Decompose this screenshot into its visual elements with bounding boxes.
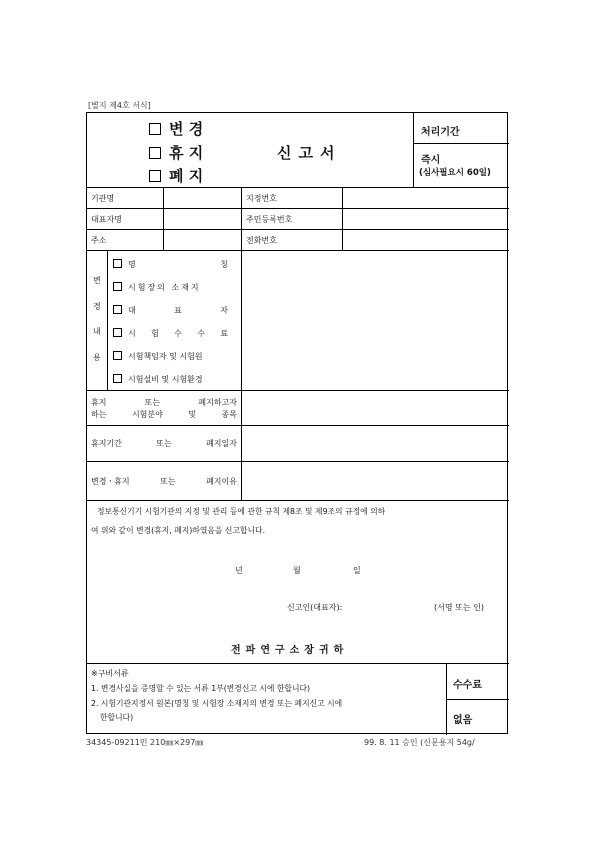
side-label-4: 용 bbox=[93, 353, 101, 362]
resident-no-label: 주민등록번호 bbox=[246, 215, 293, 224]
docs-item2-line1: 2. 시험기관지정서 원본(명칭 및 시험장 소재지의 변경 또는 폐지신고 시에 bbox=[91, 699, 343, 708]
checkbox[interactable] bbox=[113, 328, 122, 337]
signature-label: (서명 또는 인) bbox=[434, 603, 484, 612]
change-item-facility[interactable]: 시험설비 및 시험환경 bbox=[113, 374, 203, 385]
option-change[interactable]: 변 경 bbox=[149, 118, 241, 139]
processing-value: 즉시 bbox=[421, 155, 441, 166]
docs-heading: ※구비서류 bbox=[91, 669, 129, 678]
reason-field[interactable] bbox=[242, 462, 508, 500]
checkbox[interactable] bbox=[113, 351, 122, 360]
reporter-label: 신고인(대표자): bbox=[287, 603, 343, 612]
option-close[interactable]: 폐 지 bbox=[149, 165, 203, 186]
period-label: 휴지기간 또는 폐지일자 bbox=[91, 439, 237, 448]
date-year: 년 bbox=[235, 566, 243, 575]
org-name-label: 기관명 bbox=[91, 194, 115, 203]
scope-field[interactable] bbox=[242, 391, 508, 425]
form-title: 신고서 bbox=[277, 144, 342, 162]
report-form bbox=[86, 112, 508, 734]
statement-line2: 여 위와 같이 변경(휴지, 폐지)하였음을 신고합니다. bbox=[91, 526, 266, 535]
side-label-3: 내 bbox=[93, 327, 101, 336]
option-suspend[interactable]: 휴 지 bbox=[149, 142, 203, 163]
resident-no-field[interactable] bbox=[343, 209, 508, 229]
fee-value: 없음 bbox=[453, 715, 473, 726]
address-label: 주소 bbox=[91, 236, 107, 245]
checkbox-close[interactable] bbox=[149, 170, 161, 182]
checkbox[interactable] bbox=[113, 305, 122, 314]
checkbox-change[interactable] bbox=[149, 123, 161, 135]
checkbox[interactable] bbox=[113, 374, 122, 383]
phone-field[interactable] bbox=[343, 230, 508, 250]
date-day: 일 bbox=[353, 566, 361, 575]
designation-no-label: 지정번호 bbox=[246, 194, 277, 203]
side-label-1: 변 bbox=[93, 276, 101, 285]
phone-label: 전화번호 bbox=[246, 236, 277, 245]
checkbox[interactable] bbox=[113, 259, 122, 268]
footer-left: 34345-09211민 210㎜×297㎜ bbox=[86, 738, 204, 747]
scope-label-line2: 하는 시험분야 및 종목 bbox=[91, 410, 237, 419]
change-item-representative[interactable]: 대 표 자 bbox=[113, 305, 237, 316]
addressee: 전파연구소장귀하 bbox=[231, 645, 349, 656]
processing-note: (심사필요시 60일) bbox=[419, 168, 491, 178]
change-item-name[interactable]: 명 칭 bbox=[113, 259, 237, 270]
processing-label: 처리기간 bbox=[421, 127, 460, 138]
docs-item1: 1. 변경사실을 증명할 수 있는 서류 1부(변경신고 시에 한합니다) bbox=[91, 684, 311, 693]
footer-right: 99. 8. 11 승인 (신문용지 54g/ bbox=[364, 738, 475, 747]
designation-no-field[interactable] bbox=[343, 188, 508, 208]
side-label-2: 경 bbox=[93, 302, 101, 311]
change-item-staff[interactable]: 시험책임자 및 시험원 bbox=[113, 351, 203, 362]
representative-field[interactable] bbox=[164, 209, 241, 229]
reason-label: 변경ㆍ휴지 또는 폐지이유 bbox=[91, 477, 237, 486]
org-name-field[interactable] bbox=[164, 188, 241, 208]
change-item-fee[interactable]: 시 험 수 수 료 bbox=[113, 328, 237, 339]
representative-label: 대표자명 bbox=[91, 215, 122, 224]
fee-label: 수수료 bbox=[453, 680, 482, 691]
change-item-location[interactable]: 시험장의 소재지 bbox=[113, 282, 201, 293]
statement-line1: 정보통신기기 시험기관의 지정 및 관리 등에 관한 규칙 제8조 및 제9조의 규정에 의하 bbox=[97, 507, 386, 516]
form-caption: [별지 제4호 서식] bbox=[88, 101, 151, 110]
checkbox-suspend[interactable] bbox=[149, 147, 161, 159]
period-field[interactable] bbox=[242, 426, 508, 461]
change-details-field[interactable] bbox=[242, 251, 508, 390]
docs-item2-line2: 한합니다) bbox=[100, 713, 134, 722]
date-month: 월 bbox=[293, 566, 301, 575]
address-field[interactable] bbox=[164, 230, 241, 250]
checkbox[interactable] bbox=[113, 282, 122, 291]
scope-label-line1: 휴지 또는 폐지하고자 bbox=[91, 398, 237, 407]
